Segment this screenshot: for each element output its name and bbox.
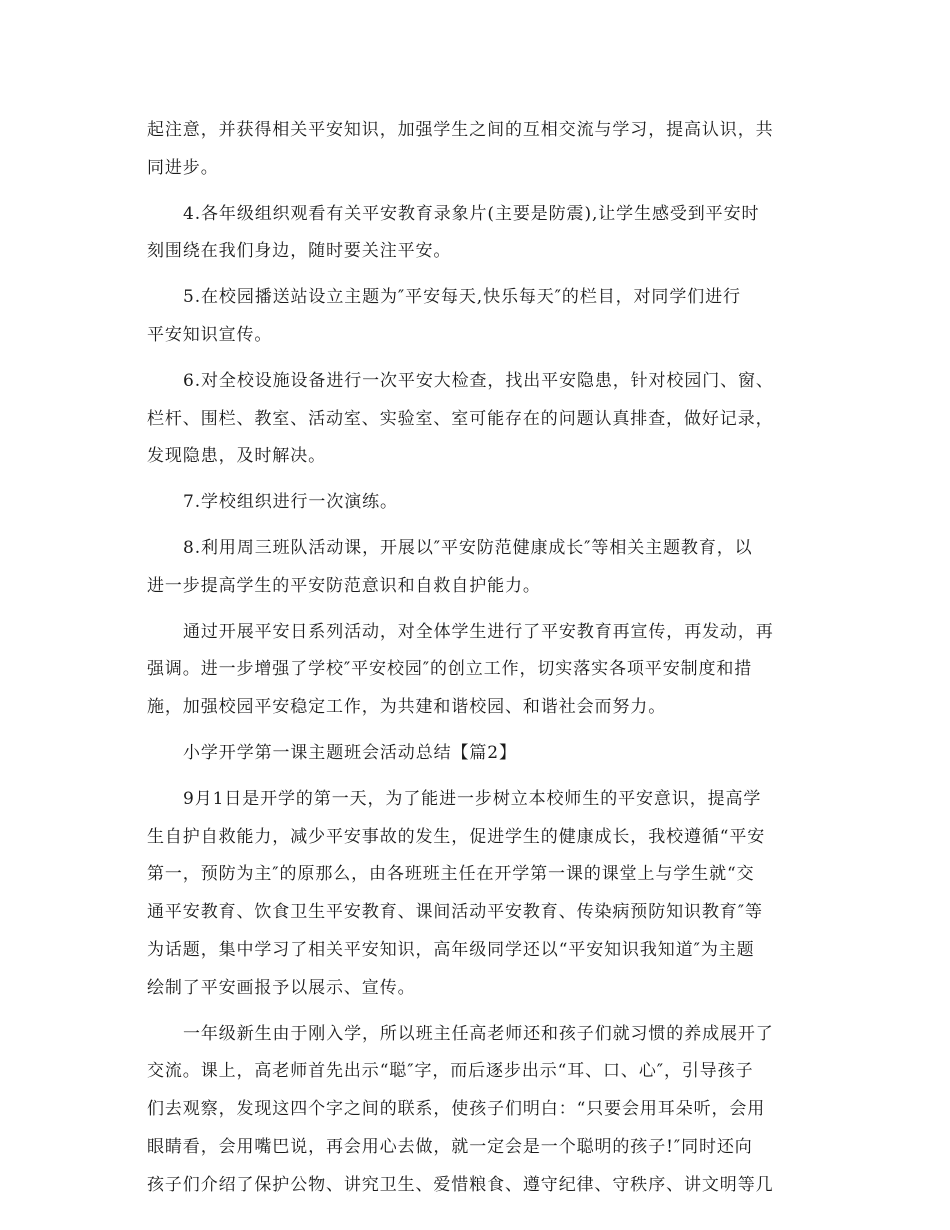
list-item-6 [147, 363, 802, 476]
text-line: 栏杆、围栏、教室、活动室、实验室、室可能存在的问题认真排查，做好记录， [147, 408, 774, 429]
list-item-4 [147, 196, 802, 272]
text-line: 施，加强校园平安稳定工作，为共建和谐校园、和谐社会而努力。 [147, 697, 667, 718]
paragraph [147, 112, 802, 188]
text-line: 第一，预防为主″的原那么，由各班班主任在开学第一课的课堂上与学生就“交 [147, 864, 755, 885]
text-line: 为话题，集中学习了相关平安知识，高年级同学还以“平安知识我知道″为主题 [147, 939, 755, 960]
text-line: 9月1日是开学的第一天，为了能进一步树立本校师生的平安意识，提高学 [183, 788, 762, 809]
text-line: 刻围绕在我们身边，随时要关注平安。 [147, 241, 452, 262]
text-line: 小学开学第一课主题班会活动总结【篇2】 [183, 742, 517, 763]
section-heading [147, 735, 802, 773]
document-body [147, 112, 802, 1213]
text-line: 4.各年级组织观看有关平安教育录象片(主要是防震),让学生感受到平安时 [183, 203, 760, 224]
text-line: 同进步。 [147, 157, 219, 178]
text-line: 8.利用周三班队活动课，开展以″平安防范健康成长″等相关主题教育，以 [183, 537, 753, 558]
paragraph [147, 781, 802, 1008]
text-line: 生自护自救能力，减少平安事故的发生，促进学生的健康成长，我校遵循“平安 [147, 826, 766, 847]
text-line: 一年级新生由于刚入学，所以班主任高老师还和孩子们就习惯的养成展开了 [183, 1023, 774, 1044]
summary-paragraph [147, 614, 802, 727]
text-line: 孩子们介绍了保护公物、讲究卫生、爱惜粮食、遵守纪律、守秩序、讲文明等几 [147, 1174, 774, 1195]
text-line: 5.在校园播送站设立主题为″平安每天,快乐每天″的栏目，对同学们进行 [183, 287, 741, 308]
text-line: 眼睛看，会用嘴巴说，再会用心去做，就一定会是一个聪明的孩子!″同时还向 [147, 1136, 753, 1157]
text-line: 6.对全校设施设备进行一次平安大检查，找出平安隐患，针对校园门、窗、 [183, 370, 774, 391]
text-line: 进一步提高学生的平安防范意识和自救自护能力。 [147, 575, 541, 596]
text-line: 平安知识宣传。 [147, 324, 273, 345]
text-line: 绘制了平安画报予以展示、宣传。 [147, 977, 416, 998]
text-line: 们去观察，发现这四个字之间的联系，使孩子们明白：“只要会用耳朵听，会用 [147, 1099, 766, 1120]
text-line: 交流。课上，高老师首先出示“聪″字，而后逐步出示“耳、口、心″，引导孩子 [147, 1061, 754, 1082]
text-line: 强调。进一步增强了学校″平安校园″的创立工作，切实落实各项平安制度和措 [147, 659, 753, 680]
text-line: 起注意，并获得相关平安知识，加强学生之间的互相交流与学习，提高认识，共 [147, 120, 774, 140]
text-line: 通过开展平安日系列活动，对全体学生进行了平安教育再宣传，再发动，再 [183, 621, 774, 642]
list-item-7 [147, 484, 802, 522]
list-item-5 [147, 279, 802, 355]
text-line: 7.学校组织进行一次演练。 [183, 492, 398, 513]
text-line: 通平安教育、饮食卫生平安教育、课间活动平安教育、传染病预防知识教育″等 [147, 902, 763, 923]
list-item-8 [147, 530, 802, 606]
text-line: 发现隐患，及时解决。 [147, 446, 326, 467]
paragraph [147, 1016, 802, 1205]
